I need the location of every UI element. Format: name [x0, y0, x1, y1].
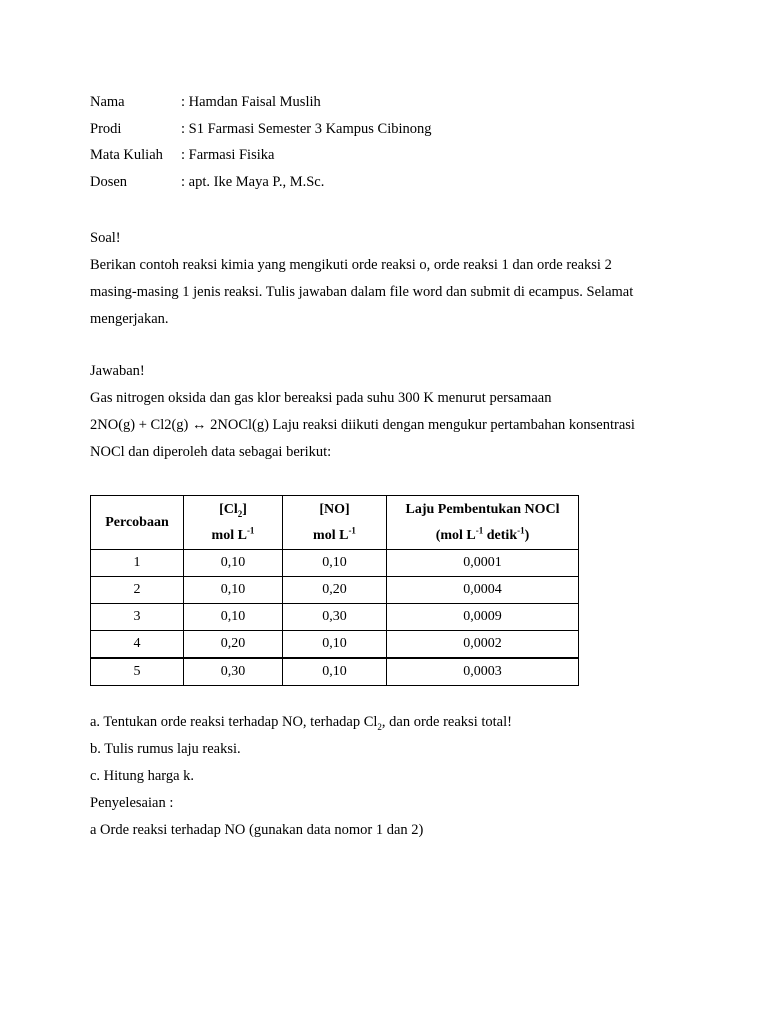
- info-label: Mata Kuliah: [90, 147, 163, 164]
- info-value: : Hamdan Faisal Muslih: [181, 94, 321, 110]
- table-cell: 4: [91, 631, 184, 659]
- table-cell: 0,0001: [387, 550, 579, 577]
- table-cell: 5: [91, 658, 184, 686]
- table-cell: 0,0002: [387, 631, 579, 659]
- task-c: c. Hitung harga k.: [90, 768, 195, 784]
- table-cell: 0,10: [184, 577, 283, 604]
- header-no: [NO] mol $L^{-1}$: [283, 496, 387, 550]
- question-section: [90, 225, 690, 333]
- info-row-mata-kuliah: [90, 144, 432, 171]
- table-cell: 3: [91, 604, 184, 631]
- info-row-dosen: [90, 171, 432, 198]
- question-line: mengerjakan.: [90, 311, 169, 327]
- table-cell: 0,30: [184, 658, 283, 686]
- table-row: [91, 658, 579, 686]
- table-cell: 0,20: [283, 577, 387, 604]
- student-info: [90, 91, 432, 198]
- answer-line: NOCl dan diperoleh data sebagai berikut:: [90, 444, 332, 460]
- table-cell: 0,0009: [387, 604, 579, 631]
- info-label: Dosen: [90, 174, 128, 191]
- table-cell: 0,20: [184, 631, 283, 659]
- reaction-data-table: [90, 495, 579, 686]
- header-percobaan: Percobaan: [91, 496, 184, 550]
- info-value: : S1 Farmasi Semester 3 Kampus Cibinong: [181, 120, 432, 137]
- task-a: a. Tentukan orde reaksi terhadap NO, terhadap $Cl_2$, dan orde reaksi total!: [90, 714, 512, 732]
- answer-heading: Jawaban!: [90, 363, 145, 379]
- info-label: Prodi: [90, 120, 122, 137]
- table-cell: 0,10: [184, 604, 283, 631]
- table-cell: 0,10: [283, 550, 387, 577]
- table-cell: 2: [91, 577, 184, 604]
- table-cell: 1: [91, 550, 184, 577]
- table-row: [91, 550, 579, 577]
- table-row: [91, 577, 579, 604]
- info-value: : Farmasi Fisika: [181, 147, 275, 164]
- info-value: : apt. Ike Maya P., M.Sc.: [181, 174, 325, 191]
- table-cell: 0,10: [283, 631, 387, 659]
- table-row: [91, 604, 579, 631]
- table-header-row: [91, 496, 579, 550]
- info-label: Nama: [90, 94, 125, 110]
- answer-section: [90, 358, 710, 466]
- table-row: [91, 631, 579, 659]
- solution-heading: Penyelesaian :: [90, 795, 174, 811]
- question-line: Berikan contoh reaksi kimia yang mengikuti orde reaksi o, orde reaksi 1 dan orde reaksi 2: [90, 257, 612, 273]
- table-cell: 0,10: [283, 658, 387, 686]
- info-row-prodi: [90, 118, 432, 145]
- tasks-section: [90, 709, 710, 844]
- answer-line: Gas nitrogen oksida dan gas klor bereaksi pada suhu 300 K menurut persamaan: [90, 390, 552, 406]
- question-line: masing-masing 1 jenis reaksi. Tulis jawaban dalam file word dan submit di ecampus. Selamat: [90, 284, 634, 300]
- table-cell: 0,10: [184, 550, 283, 577]
- header-cl2: $[Cl_2]$ mol $L^{-1}$: [184, 496, 283, 550]
- info-row-nama: [90, 91, 432, 118]
- question-heading: Soal!: [90, 230, 121, 246]
- table-cell: 0,30: [283, 604, 387, 631]
- task-b: b. Tulis rumus laju reaksi.: [90, 741, 241, 757]
- header-laju: Laju Pembentukan NOCl (mol $L^{-1}$ detik$^{-1}$): [387, 496, 579, 550]
- answer-line: 2NO(g) + Cl2(g) ↔ 2NOCl(g) Laju reaksi diikuti dengan mengukur pertambahan konsentrasi: [90, 417, 635, 433]
- table-cell: 0,0004: [387, 577, 579, 604]
- table-cell: 0,0003: [387, 658, 579, 686]
- solution-a: a Orde reaksi terhadap NO (gunakan data nomor 1 dan 2): [90, 822, 424, 838]
